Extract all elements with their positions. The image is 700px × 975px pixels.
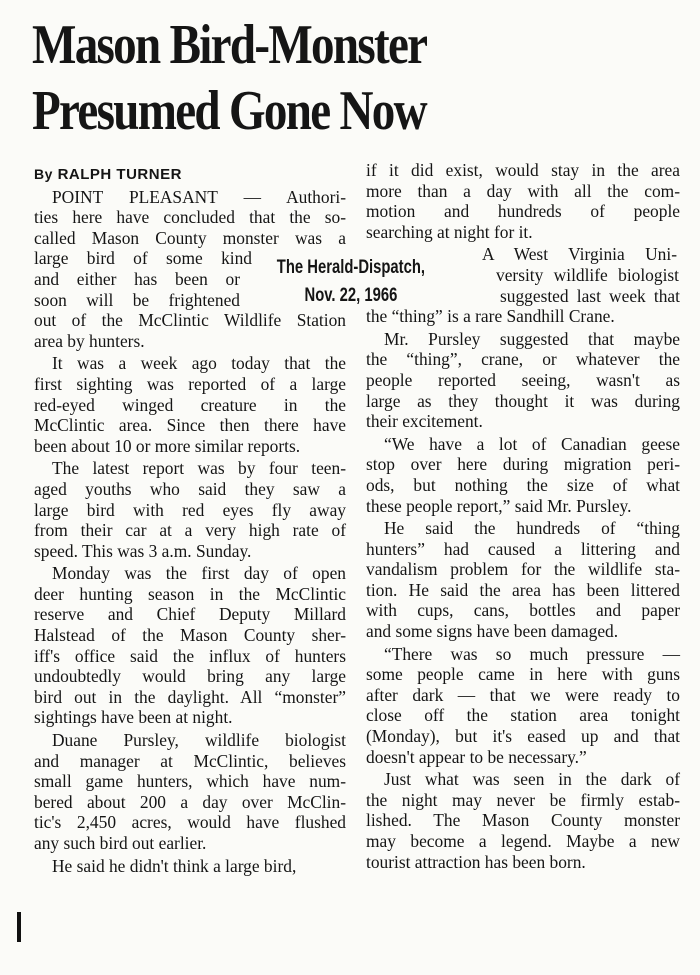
article-line: soon will be frightened	[34, 289, 240, 310]
article-line: from their car at a very high rate of	[34, 520, 346, 541]
article-line: these people report,” said Mr. Pursley.	[366, 495, 632, 516]
article-line: more than a day with all the com-	[366, 180, 680, 201]
byline	[34, 164, 346, 186]
article-line: (Monday), but it's eased up and that	[366, 726, 680, 747]
article-line: after dark — that we were ready to	[366, 684, 680, 705]
stamp-date: Nov. 22, 1966	[304, 285, 398, 306]
article-line: suggested last week that	[500, 285, 680, 306]
article-line: large as they thought it was during	[366, 390, 680, 411]
article-line: vandalism problem for the wildlife sta-	[366, 559, 680, 580]
article-line: bird out in the daylight. All “monster”	[34, 686, 346, 707]
article-column-right	[366, 160, 680, 874]
article-line: if it did exist, would stay in the area	[366, 160, 680, 180]
article-line: and either has been or	[34, 268, 240, 289]
article-line: and some signs have been damaged.	[366, 621, 619, 642]
article-line: “There was so much pressure —	[384, 643, 680, 664]
article-line: people reported seeing, wasn't as	[366, 369, 680, 390]
article-line: tourist attraction has been born.	[366, 851, 586, 872]
article-line: and manager at McClintic, believes	[34, 750, 346, 771]
article-line: close off the station area tonight	[366, 705, 680, 726]
article-line: called Mason County monster was a	[34, 227, 346, 248]
article-line: speed. This was 3 a.m. Sunday.	[34, 540, 252, 561]
article-line: Halstead of the Mason County sher-	[34, 625, 346, 646]
article-line: first sighting was reported of a large	[34, 373, 346, 394]
article-line: ties here have concluded that the so-	[34, 207, 346, 228]
article-line: large bird of some kind	[34, 248, 252, 269]
article-line: with cups, cans, bottles and paper	[366, 600, 680, 621]
article-line: The latest report was by four teen-	[52, 458, 346, 479]
article-line: small game hunters, which have num-	[34, 771, 346, 792]
article-line: Mr. Pursley suggested that maybe	[384, 328, 680, 349]
article-line: Just what was seen in the dark of	[384, 769, 680, 790]
article-line: their excitement.	[366, 411, 483, 432]
article-line: He said he didn't think a large bird,	[52, 855, 297, 876]
article-line: tic's 2,450 acres, would have flushed	[34, 812, 346, 833]
article-line: reserve and Chief Deputy Millard	[34, 604, 346, 625]
article-line: McClintic area. Since then there have	[34, 415, 346, 436]
article-line: He said the hundreds of “thing	[384, 518, 680, 539]
article-line: motion and hundreds of people	[366, 201, 680, 222]
article-line: lished. The Mason County monster	[366, 810, 680, 831]
article-line: searching at night for it.	[366, 221, 533, 242]
edge-mark	[17, 912, 21, 942]
article-line: Monday was the first day of open	[52, 563, 346, 584]
article-line: It was a week ago today that the	[52, 353, 346, 374]
article-line: hunters” had caused a littering and	[366, 538, 680, 559]
headline-line: Mason Bird-Monster	[32, 14, 427, 76]
article-line: Duane Pursley, wildlife biologist	[52, 730, 346, 751]
article-line: red-eyed winged creature in the	[34, 394, 346, 415]
article-line: the night may never be firmly estab-	[366, 789, 680, 810]
article-line: may become a legend. Maybe a new	[366, 831, 680, 851]
article-line: “We have a lot of Canadian geese	[384, 433, 680, 454]
article-line: bered about 200 a day over McClin-	[34, 791, 346, 812]
article-line: POINT PLEASANT — Authori-	[52, 186, 346, 207]
article-column-left	[34, 164, 346, 878]
article-line: iff's office said the influx of hunters	[34, 645, 346, 666]
article-line: large bird with red eyes fly away	[34, 499, 346, 520]
article-line: ods, but nothing the size of what	[366, 474, 680, 495]
headline-line: Presumed Gone Now	[32, 80, 426, 142]
article-line: been about 10 or more similar reports.	[34, 435, 301, 456]
stamp-paper: The Herald-Dispatch,	[276, 257, 426, 278]
article-line: versity wildlife biologist	[496, 264, 679, 285]
article-line: some people came in here with guns	[366, 664, 680, 685]
article-line: the “thing” is a rare Sandhill Crane.	[366, 306, 615, 327]
article-line: area by hunters.	[34, 330, 145, 351]
article-line: out of the McClintic Wildlife Station	[34, 310, 346, 331]
article-line: the “thing”, crane, or whatever the	[366, 349, 680, 370]
article-line: A West Virginia Uni-	[482, 244, 677, 265]
article-line: tion. He said the area has been littered	[366, 579, 680, 600]
headline	[32, 12, 570, 144]
article-line: sightings have been at night.	[34, 707, 233, 728]
article-line: undoubtedly would bring any large	[34, 666, 346, 687]
byline-name: RALPH TURNER	[57, 166, 182, 183]
article-line: deer hunting season in the McClintic	[34, 583, 346, 604]
article-line: aged youths who said they saw a	[34, 478, 346, 499]
byline-prefix: By	[34, 166, 53, 182]
article-line: doesn't appear to be necessary.”	[366, 746, 587, 767]
article-line: any such bird out earlier.	[34, 833, 207, 853]
article-line: stop over here during migration peri-	[366, 454, 680, 475]
